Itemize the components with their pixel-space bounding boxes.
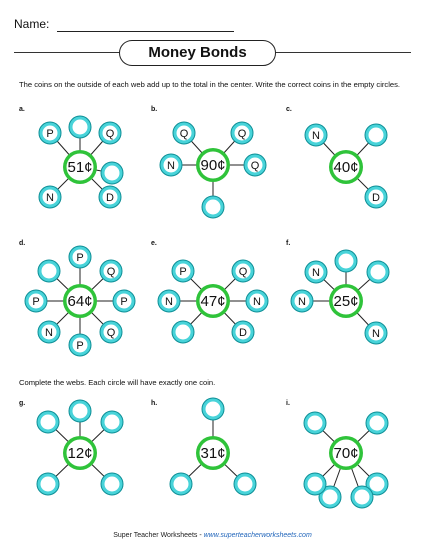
web-center [63, 284, 97, 318]
problem-label-f: f. [286, 240, 291, 247]
empty-coin-circle[interactable] [101, 162, 123, 184]
instructions-part-1: The coins on the outside of each web add up to the total in the center. Write the correct coins in the empty circles. [19, 80, 401, 89]
coin-circle [100, 260, 122, 282]
web-center [63, 150, 97, 184]
coin-circle [365, 322, 387, 344]
web-center [329, 436, 363, 470]
coin-face [105, 477, 120, 492]
coin-label: Q [105, 128, 115, 140]
coin-face [41, 415, 56, 430]
coin-label: Q [106, 266, 116, 278]
coin-circle [232, 321, 254, 343]
coin-circle [244, 154, 266, 176]
coin-circle [246, 290, 268, 312]
coin-label: N [165, 296, 173, 308]
coin-circle [69, 334, 91, 356]
coin-circle [113, 290, 135, 312]
problem-label-c: c. [286, 106, 292, 113]
empty-coin-circle[interactable] [335, 250, 357, 272]
coin-label: N [45, 327, 53, 339]
coin-circle [38, 321, 60, 343]
empty-coin-circle[interactable] [304, 473, 326, 495]
coin-circle [291, 290, 313, 312]
coin-circle [172, 260, 194, 282]
empty-coin-circle[interactable] [101, 411, 123, 433]
money-web-5 [158, 260, 268, 343]
money-web-6 [291, 250, 389, 344]
web-total: 64¢ [67, 293, 93, 310]
coin-face [174, 477, 189, 492]
coin-face [355, 490, 370, 505]
coin-label: N [298, 296, 306, 308]
empty-coin-circle[interactable] [202, 398, 224, 420]
empty-coin-circle[interactable] [172, 321, 194, 343]
coin-label: N [312, 130, 320, 142]
web-center [196, 436, 230, 470]
web-center [196, 148, 230, 182]
money-web-7 [37, 400, 123, 495]
coin-label: P [46, 128, 54, 140]
coin-circle [100, 321, 122, 343]
problem-label-h: h. [151, 400, 158, 407]
web-total: 12¢ [67, 445, 93, 462]
web-total: 90¢ [200, 157, 226, 174]
coin-circle [99, 186, 121, 208]
coin-label: N [372, 328, 380, 340]
coin-label: Q [238, 266, 248, 278]
coin-label: N [253, 296, 261, 308]
web-center [329, 284, 363, 318]
problem-label-g: g. [19, 400, 26, 407]
empty-coin-circle[interactable] [366, 412, 388, 434]
coin-face [41, 477, 56, 492]
web-total: 47¢ [200, 293, 226, 310]
empty-coin-circle[interactable] [202, 196, 224, 218]
instructions-part-2: Complete the webs. Each circle will have exactly one coin. [19, 378, 216, 387]
coin-circle [99, 122, 121, 144]
money-web-4 [25, 246, 135, 356]
coin-label: Q [237, 128, 247, 140]
coin-label: D [106, 192, 114, 204]
empty-coin-circle[interactable] [69, 400, 91, 422]
coin-circle [69, 246, 91, 268]
coin-circle [160, 154, 182, 176]
coin-label: P [32, 296, 40, 308]
empty-coin-circle[interactable] [304, 412, 326, 434]
empty-coin-circle[interactable] [351, 486, 373, 508]
coin-face [238, 477, 253, 492]
web-total: 70¢ [333, 445, 359, 462]
coin-face [308, 477, 323, 492]
empty-coin-circle[interactable] [170, 473, 192, 495]
coin-face [308, 416, 323, 431]
coin-circle [173, 122, 195, 144]
empty-coin-circle[interactable] [69, 116, 91, 138]
coin-face [371, 265, 386, 280]
coin-label: P [76, 340, 84, 352]
coin-circle [25, 290, 47, 312]
coin-label: Q [179, 128, 189, 140]
coin-circle [365, 186, 387, 208]
money-web-8 [170, 398, 256, 495]
coin-face [42, 264, 57, 279]
coin-label: P [76, 252, 84, 264]
coin-label: Q [106, 327, 116, 339]
coin-face [73, 120, 88, 135]
money-web-3 [305, 124, 387, 208]
name-label: Name: [14, 17, 50, 31]
problem-label-i: i. [286, 400, 290, 407]
coin-circle [39, 186, 61, 208]
coin-label: P [179, 266, 187, 278]
problem-label-a: a. [19, 106, 25, 113]
empty-coin-circle[interactable] [234, 473, 256, 495]
coin-face [370, 477, 385, 492]
web-total: 25¢ [333, 293, 359, 310]
money-web-1 [39, 116, 123, 208]
coin-face [73, 404, 88, 419]
coin-label: N [46, 192, 54, 204]
footer [0, 532, 425, 539]
coin-label: N [167, 160, 175, 172]
coin-face [105, 415, 120, 430]
money-web-2 [160, 122, 266, 218]
web-center [196, 284, 230, 318]
coin-face [370, 416, 385, 431]
coin-label: N [312, 267, 320, 279]
coin-face [206, 402, 221, 417]
coin-circle [231, 122, 253, 144]
coin-label: D [239, 327, 247, 339]
problem-label-e: e. [151, 240, 157, 247]
web-center [329, 150, 363, 184]
web-total: 40¢ [333, 159, 359, 176]
empty-coin-circle[interactable] [37, 411, 59, 433]
problem-label-d: d. [19, 240, 26, 247]
coin-circle [305, 124, 327, 146]
empty-coin-circle[interactable] [37, 473, 59, 495]
coin-label: Q [250, 160, 260, 172]
coin-face [323, 490, 338, 505]
empty-coin-circle[interactable] [367, 261, 389, 283]
coin-label: P [120, 296, 128, 308]
footer-url[interactable]: www.superteacherworksheets.com [203, 532, 312, 539]
coin-label: D [372, 192, 380, 204]
coin-face [105, 166, 120, 181]
web-center [63, 436, 97, 470]
coin-face [369, 128, 384, 143]
coin-face [339, 254, 354, 269]
coin-circle [39, 122, 61, 144]
coin-face [176, 325, 191, 340]
problem-label-b: b. [151, 106, 158, 113]
page-title: Money Bonds [148, 44, 247, 61]
web-total: 31¢ [200, 445, 226, 462]
footer-brand: Super Teacher Worksheets - [113, 532, 204, 539]
empty-coin-circle[interactable] [38, 260, 60, 282]
coin-circle [305, 261, 327, 283]
money-web-9 [304, 412, 388, 508]
empty-coin-circle[interactable] [101, 473, 123, 495]
coin-circle [232, 260, 254, 282]
web-total: 51¢ [67, 159, 93, 176]
empty-coin-circle[interactable] [365, 124, 387, 146]
coin-face [206, 200, 221, 215]
coin-circle [158, 290, 180, 312]
